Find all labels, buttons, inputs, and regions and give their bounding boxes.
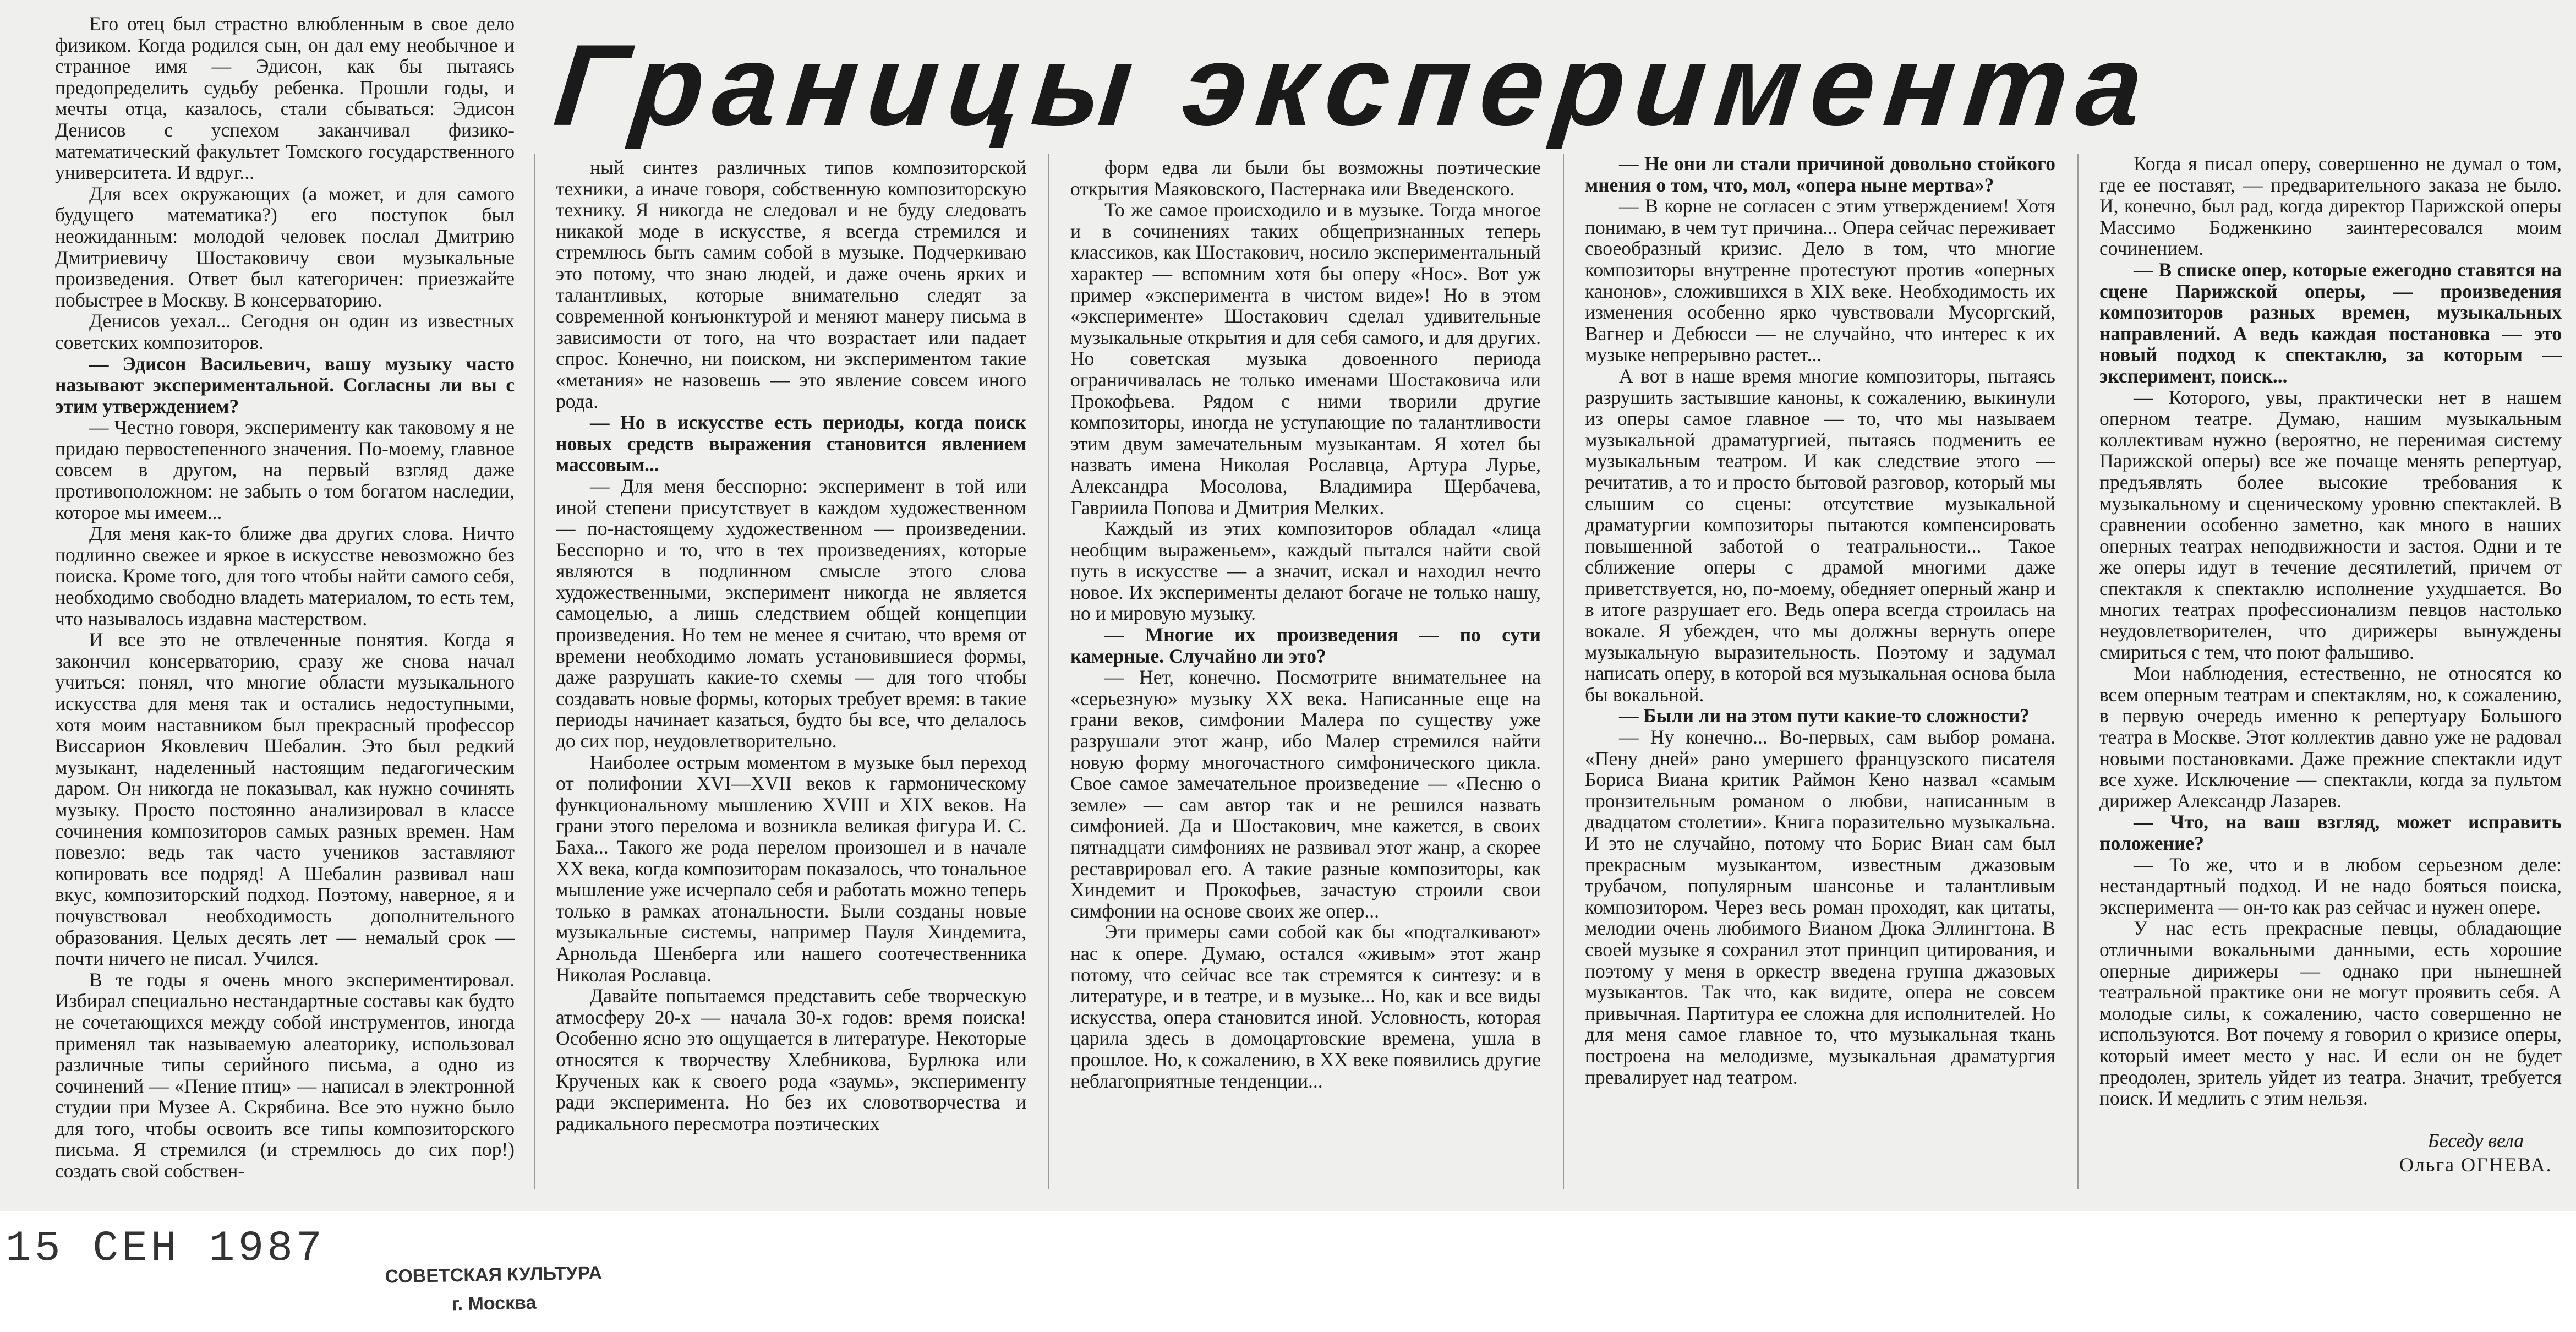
article-paragraph: — Честно говоря, эксперименту как таковому я не придаю первостепенного значения. По-моему, главное совсем в другом, на первый взгляд даже противоположном: не забыть о том богатом наследии, которое мы имеем... xyxy=(55,416,515,523)
article-paragraph: Каждый из этих композиторов обладал «лица необщим выраженьем», каждый пытался найти свой путь в искусстве — а значит, искал и находил нечто новое. Их эксперименты делают богаче не только нашу, но и мировую музыку. xyxy=(1070,517,1541,625)
column-divider xyxy=(534,154,535,1189)
article-headline: Границы эксперимента xyxy=(549,20,2159,150)
date-stamp: 15 СЕН 1987 xyxy=(6,1225,325,1273)
article-paragraph: Когда я писал оперу, совершенно не думал о том, где ее поставят, — предварительного заказа не было. И, конечно, был рад, когда директор Парижской оперы Массимо Бодженкино заинтересовался моим сочинением. xyxy=(2099,153,2562,260)
source-stamp-title: СОВЕТСКАЯ КУЛЬТУРА xyxy=(385,1262,603,1287)
article-paragraph: — В корне не согласен с этим утверждением! Хотя понимаю, в чем тут причина... Опера сейчас переживает своеобразный кризис. Дело в том, что многие композиторы внутренне протестуют против «оперных канонов», сложившихся в XIX веке. Необходимость их изменения особенно ярко чувствовали Мусоргский, Вагнер и Дебюсси — не случайно, что интерес к их музыке непрерывно растет... xyxy=(1585,195,2055,366)
article-column-1 xyxy=(55,13,515,1191)
article-paragraph: И все это не отвлеченные понятия. Когда я закончил консерваторию, сразу же снова начал учиться: понял, что многие области музыкального искусства для меня так и остались недоступными, хотя моим наставником был прекрасный профессор Виссарион Яковлевич Шебалин. Это был редкий музыкант, наделенный настоящим педагогическим даром. Он никогда не показывал, как нужно сочинять музыку. Просто постоянно анализировал в классе сочинения композиторов самых разных времен. Нам повезло: ведь так часто учеников заставляют копировать все подряд! А Шебалин развивал наш вкус, композиторский подход. Поэтому, наверное, я и почувствовал необходимость дополнительного образования. Целых десять лет — немалый срок — почти ничего не писал. Учился. xyxy=(55,629,515,970)
interview-question: — Но в искусстве есть периоды, когда поиск новых средств выражения становится явлением массовым... xyxy=(556,411,1026,476)
article-paragraph: Наиболее острым моментом в музыке был переход от полифонии XVI—XVII веков к гармоническому функциональному мышлению XVIII и XIX веков. На грани этого перелома и возникла великая фигура И. С. Баха... Такого же рода перелом произошел и в начале XX века, когда композиторам показалось, что тональное мышление уже исчерпало себя и работать можно теперь только в рамках атональности. Были созданы новые музыкальные системы, например Пауля Хиндемита, Арнольда Шенберга или нашего соотечественника Николая Рославца. xyxy=(556,751,1026,986)
article-paragraph: То же самое происходило и в музыке. Тогда многое и в сочинениях таких общепризнанных теперь классиков, как Шостакович, носило экспериментальный характер — вспомним хотя бы оперу «Нос». Вот уж пример «эксперимента в чистом виде»! Но в этом «эксперименте» Шостакович сделал удивительные музыкальные открытия и для себя самого, и для других. Но советская музыка довоенного периода ограничивалась не только именами Шостаковича или Прокофьева. Рядом с ними творили другие композиторы, иногда не уступающие по талантливости этим двум замечательным музыкантам. Я хотел бы назвать имена Николая Рославца, Артура Лурье, Александра Мосолова, Владимира Щербачева, Гавриила Попова и Дмитрия Мелких. xyxy=(1070,199,1541,518)
article-paragraph: Мои наблюдения, естественно, не относятся ко всем оперным театрам и спектаклям, но, к сожалению, в первую очередь именно к репертуару Большого театра в Москве. Этот коллектив давно уже не радовал новыми постановками. Даже прежние спектакли идут все хуже. Исключение — спектакли, когда за пультом дирижер Александр Лазарев. xyxy=(2099,662,2562,812)
article-paragraph: В те годы я очень много экспериментировал. Избирал специально нестандартные составы как будто не сочетающихся между собой инструментов, иногда применял так называемую алеаторику, использовал различные типы серийного письма, а одно из сочинений — «Пение птиц» — написал в электронной студии при Музее А. Скрябина. Все это нужно было для того, чтобы освоить все типы композиторского письма. Я стремился (и стремлюсь до сих пор!) создать свой собствен- xyxy=(55,968,515,1182)
article-paragraph: Его отец был страстно влюбленным в свое дело физиком. Когда родился сын, он дал ему необычное и странное имя — Эдисон, как бы пытаясь предопределить судьбу ребенка. Прошли годы, и мечты отца, казалось, стали сбываться: Эдисон Денисов с успехом заканчивал физико-математический факультет Томского государственного университета. И вдруг... xyxy=(55,13,515,184)
article-paragraph: — Для меня бесспорно: эксперимент в той или иной степени присутствует в каждом художественном — по-настоящему художественном — произведении. Бесспорно и то, что в тех произведениях, которые являются в подлинном смысле этого слова художественными, эксперимент никогда не является самоцелью, а лишь следствием общей концепции произведения. Но тем не менее я считаю, что время от времени необходимо ломать установившиеся формы, даже разрушать какие-то схемы — для того чтобы создавать новые формы, которых требует время: в такие периоды начинает казаться, будто бы все, что делалось до сих пор, неудовлетворительно. xyxy=(556,474,1026,752)
article-paragraph: Денисов уехал... Сегодня он один из известных советских композиторов. xyxy=(55,310,515,353)
article-paragraph: — То же, что и в любом серьезном деле: нестандартный подход. И не надо бояться поиска, эксперимента — он-то как раз сейчас и нужен опере. xyxy=(2099,853,2562,918)
interview-question: — Были ли на этом пути какие-то сложности? xyxy=(1619,705,2030,727)
article-paragraph: — Нет, конечно. Посмотрите внимательнее на «серьезную» музыку XX века. Написанные еще на грани веков, симфонии Малера по существу уже разрушали этот жанр, ибо Малер стремился найти новую форму многочастного симфонического цикла. Свое самое замечательное произведение — «Песню о земле» — сам автор так и не решился назвать симфонией. Да и Шостакович, мне кажется, в своих пятнадцати симфониях не развивал этот жанр, а скорее реставрировал его. А такие разные композиторы, как Хиндемит и Прокофьев, зачастую строили свои симфонии на основе своих же опер... xyxy=(1070,666,1541,922)
article-column-2 xyxy=(556,157,1026,1192)
column-divider xyxy=(1048,154,1049,1189)
byline xyxy=(2399,1128,2552,1177)
article-column-4 xyxy=(1585,153,2055,1193)
article-paragraph: форм едва ли были бы возможны поэтические открытия Маяковского, Пастернака или Введенского. xyxy=(1070,157,1541,200)
interview-question: — Не они ли стали причиной довольно стойкого мнения о том, что, мол, «опера ныне мертва»? xyxy=(1585,153,2055,196)
article-column-3 xyxy=(1070,157,1541,1192)
column-divider xyxy=(1563,154,1564,1189)
article-paragraph: Эти примеры сами собой как бы «подталкивают» нас к опере. Думаю, остался «живым» этот жанр потому, что сейчас все так стремятся к синтезу: и в литературе, и в театре, и в музыке... Но, как и все виды искусства, опера становится иной. Условность, которая царила здесь в домоцартовские времена, ушла в прошлое. Но, к сожалению, в XX веке появились другие неблагоприятные тенденции... xyxy=(1070,921,1541,1092)
column-divider xyxy=(2077,154,2079,1189)
article-paragraph: — Которого, увы, практически нет в нашем оперном театре. Думаю, нашим музыкальным коллективам нужно (вероятно, не перенимая систему Парижской оперы) все же почаще менять репертуар, предъявлять более высокие требования к музыкальному и сценическому уровню спектаклей. В сравнении особенно заметно, как много в наших оперных театрах неподвижности и застоя. Одни и те же оперы идут в течение десятилетий, причем от спектакля к спектаклю исполнение ухудшается. Во многих театрах профессионализм певцов настолько неудовлетворителен, что дирижеры вынуждены смириться с тем, что поют фальшиво. xyxy=(2099,386,2562,663)
article-paragraph: Давайте попытаемся представить себе творческую атмосферу 20-х — начала 30-х годов: время поиска! Особенно ясно это ощущается в литературе. Некоторые относятся к творчеству Хлебникова, Бурлюка или Крученых как к своего рода «заумь», эксперименту ради эксперимента. Но без их словотворчества и радикального пересмотра поэтических xyxy=(556,985,1026,1134)
article-paragraph: — Ну конечно... Во-первых, сам выбор романа. «Пену дней» рано умершего французского писателя Бориса Виана критик Раймон Кено назвал «самым пронзительным романом о любви, написанным в двадцатом столетии». Книга поразительно музыкальна. И это не случайно, потому что Борис Виан сам был прекрасным музыкантом, известным джазовым трубачом, популярным шансонье и талантливым композитором. Через весь роман проходят, как цитаты, мелодии очень любимого Вианом Дюка Эллингтона. В своей музыке я сохранил этот принцип цитирования, и поэтому у меня в оркестр введена группа джазовых музыкантов. Так что, как видите, опера не совсем привычная. Партитура ее сложна для исполнителей. Но для меня самое главное то, что музыкальная ткань построена на мелодизме, музыкальная драматургия превалирует над театром. xyxy=(1585,726,2055,1088)
byline-author: Ольга ОГНЕВА. xyxy=(2399,1154,2552,1176)
source-stamp xyxy=(385,1259,603,1320)
interview-question: — Эдисон Васильевич, вашу музыку часто называют экспериментальной. Согласны ли вы с этим утверждением? xyxy=(55,352,515,417)
interview-question: — Что, на ваш взгляд, может исправить положение? xyxy=(2099,811,2562,854)
article-paragraph: У нас есть прекрасные певцы, обладающие отличными вокальными данными, есть хорошие оперные дирижеры — однако при нынешней театральной практике они не могут проявить себя. А молодые силы, к сожалению, часто совершенно не используются. Вот почему я говорил о кризисе оперы, который имеет место у нас. И если он не будет преодолен, зритель уйдет из театра. Значит, требуется поиск. И медлить с этим нельзя. xyxy=(2099,917,2562,1110)
article-paragraph: Для всех окружающих (а может, и для самого будущего математика?) его поступок был неожиданным: молодой человек послал Дмитрию Дмитриевичу Шостаковичу свои музыкальные произведения. Ответ был категоричен: приезжайте побыстрее в Москву. В консерваторию. xyxy=(55,182,515,311)
source-stamp-city: г. Москва xyxy=(451,1292,537,1315)
article-paragraph: Для меня как-то ближе два других слова. Ничто подлинно свежее и яркое в искусстве невозможно без поиска. Кроме того, для того чтобы найти самого себя, необходимо свободно владеть материалом, то есть тем, что называлось издавна мастерством. xyxy=(55,522,515,630)
interview-question: — Многие их произведения — по сути камерные. Случайно ли это? xyxy=(1070,624,1541,667)
article-paragraph: ный синтез различных типов композиторской техники, а иначе говоря, собственную композиторскую технику. Я никогда не следовал и не буду следовать никакой моде в искусстве, я всегда стремился и стремлюсь быть самим собой в музыке. Подчеркиваю это потому, что знаю людей, и даже очень ярких и талантливых, которые внимательно следят за современной конъюнктурой и меняют манеру письма в зависимости от того, на что возрастает или падает спрос. Конечно, ни поиском, ни экспериментом такие «метания» не назовешь — это явление совсем иного рода. xyxy=(556,157,1026,412)
article-column-5 xyxy=(2099,153,2562,1193)
interview-question: — В списке опер, которые ежегодно ставятся на сцене Парижской оперы, — произведения композиторов разных времен, музыкальных направлений. А ведь каждая постановка — это новый подход к спектаклю, за которым — эксперимент, поиск... xyxy=(2099,258,2562,387)
article-paragraph: А вот в наше время многие композиторы, пытаясь разрушить застывшие каноны, к сожалению, выкинули из оперы самое главное — то, что мы называем музыкальной драматургией, пытаясь подменить ее музыкальным театром. И как следствие этого — речитатив, а то и просто бытовой разговор, который мы слышим со сцены: отсутствие музыкальной драматургии композиторы пытаются компенсировать повышенной заботой о театральности... Такое сближение оперы с драмой многими даже приветствуется, но, по-моему, обедняет оперный жанр и в итоге разрушает его. Ведь опера всегда строилась на вокале. Я убежден, что мы должны вернуть опере музыкальную выразительность. Поэтому и задумал написать оперу, в которой вся музыкальная основа была бы вокальной. xyxy=(1585,364,2055,706)
byline-caption: Беседу вела xyxy=(2427,1129,2524,1151)
